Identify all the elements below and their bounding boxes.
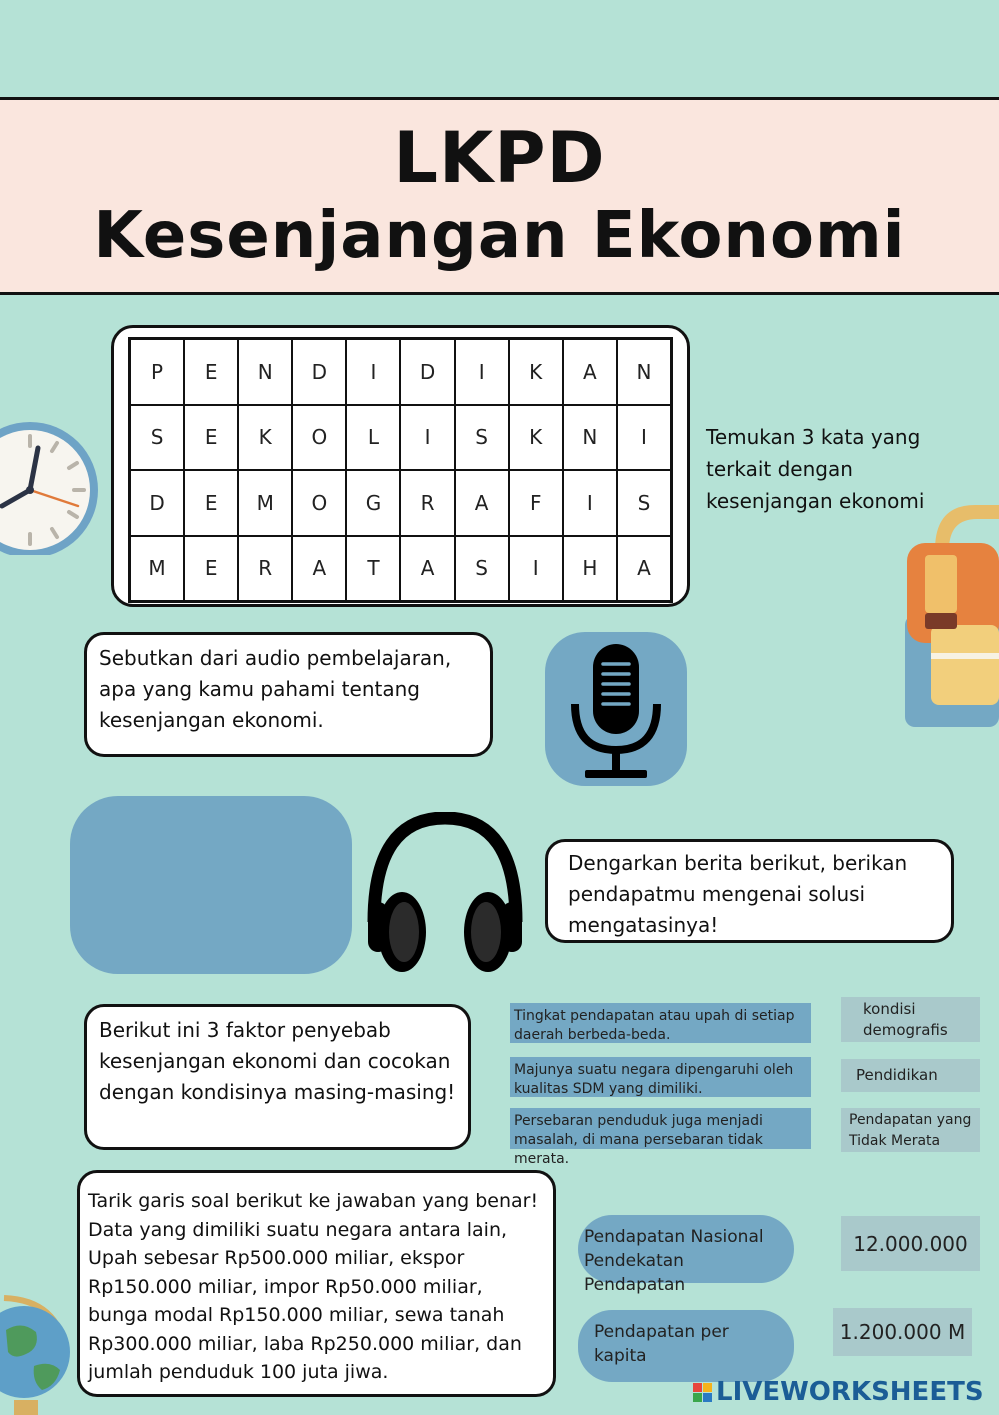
word-search-cell[interactable]: A — [455, 470, 509, 536]
news-task-text: Dengarkan berita berikut, berikan pendapatmu mengenai solusi mengatasinya! — [545, 839, 954, 943]
word-search-cell[interactable]: R — [400, 470, 454, 536]
liveworksheets-wordmark: LIVEWORKSHEETS — [716, 1377, 984, 1407]
clock-icon — [0, 420, 100, 555]
globe-icon — [0, 1290, 75, 1415]
word-search-cell[interactable]: S — [617, 470, 671, 536]
word-search-cell[interactable]: O — [292, 405, 346, 471]
word-search-cell[interactable]: I — [346, 339, 400, 405]
video-player[interactable] — [70, 796, 352, 974]
word-search-cell[interactable]: I — [563, 470, 617, 536]
liveworksheets-mark-icon — [693, 1383, 712, 1402]
title-line-1: LKPD — [393, 117, 606, 199]
word-search-cell[interactable]: K — [509, 405, 563, 471]
word-search-cell[interactable]: A — [563, 339, 617, 405]
word-search-cell[interactable]: K — [238, 405, 292, 471]
word-search-cell[interactable]: N — [563, 405, 617, 471]
calc-answer[interactable]: 12.000.000 — [841, 1216, 980, 1271]
word-search-cell[interactable]: N — [238, 339, 292, 405]
word-search-cell[interactable]: H — [563, 536, 617, 602]
title-banner — [0, 97, 999, 295]
word-search-cell[interactable]: A — [617, 536, 671, 602]
factor-answer[interactable]: kondisi demografis — [841, 997, 980, 1042]
title-line-2: Kesenjangan Ekonomi — [93, 199, 906, 273]
condition-item[interactable]: Majunya suatu negara dipengaruhi oleh kualitas SDM yang dimiliki. — [510, 1057, 811, 1097]
calc-task-text: Tarik garis soal berikut ke jawaban yang benar! Data yang dimiliki suatu negara antara lain, Upah sebesar Rp500.000 miliar, ekspor Rp150.000 miliar, impor Rp50.000 miliar, bunga modal Rp150.000 miliar, sewa tanah Rp300.000 miliar, laba Rp250.000 miliar, dan jumlah penduduk 100 juta jiwa. — [77, 1170, 556, 1397]
word-search-cell[interactable]: P — [130, 339, 184, 405]
word-search-cell[interactable]: I — [455, 339, 509, 405]
word-search-grid — [128, 337, 673, 603]
audio-player-button[interactable] — [545, 632, 687, 786]
condition-item[interactable]: Persebaran penduduk juga menjadi masalah, di mana persebaran tidak merata. — [510, 1108, 811, 1149]
audio-task-text: Sebutkan dari audio pembelajaran, apa yang kamu pahami tentang kesenjangan ekonomi. — [84, 632, 493, 757]
word-search-cell[interactable]: G — [346, 470, 400, 536]
word-search-cell[interactable]: I — [400, 405, 454, 471]
word-search-cell[interactable]: A — [400, 536, 454, 602]
word-search-cell[interactable]: T — [346, 536, 400, 602]
headphones-icon — [360, 812, 530, 977]
condition-item[interactable]: Tingkat pendapatan atau upah di setiap daerah berbeda-beda. — [510, 1003, 811, 1043]
word-search-cell[interactable]: E — [184, 405, 238, 471]
word-search-cell[interactable]: N — [617, 339, 671, 405]
factor-answer[interactable]: Pendidikan — [841, 1059, 980, 1092]
factors-task-text: Berikut ini 3 faktor penyebab kesenjangan ekonomi dan cocokan dengan kondisinya masing-masing! — [84, 1004, 471, 1150]
factor-answer[interactable]: Pendapatan yang Tidak Merata — [841, 1108, 980, 1152]
word-search-cell[interactable]: F — [509, 470, 563, 536]
word-search-cell[interactable]: M — [238, 470, 292, 536]
backpack-icon — [895, 495, 999, 730]
word-search-cell[interactable]: S — [455, 536, 509, 602]
liveworksheets-logo — [693, 1376, 993, 1408]
word-search-cell[interactable]: R — [238, 536, 292, 602]
calc-question[interactable]: Pendapatan per kapita — [578, 1310, 794, 1382]
word-search-cell[interactable]: I — [509, 536, 563, 602]
word-search-cell[interactable]: K — [509, 339, 563, 405]
word-search-cell[interactable]: D — [292, 339, 346, 405]
word-search-cell[interactable]: O — [292, 470, 346, 536]
word-search-cell[interactable]: I — [617, 405, 671, 471]
calc-question[interactable]: Pendapatan Nasional Pendekatan Pendapatan — [578, 1215, 794, 1283]
calc-answer[interactable]: 1.200.000 M — [833, 1308, 972, 1356]
word-search-cell[interactable]: A — [292, 536, 346, 602]
word-search-cell[interactable]: S — [130, 405, 184, 471]
word-search-cell[interactable]: E — [184, 339, 238, 405]
word-search-cell[interactable]: E — [184, 470, 238, 536]
word-search-cell[interactable]: S — [455, 405, 509, 471]
word-search-cell[interactable]: E — [184, 536, 238, 602]
microphone-icon — [545, 632, 687, 786]
word-search-cell[interactable]: L — [346, 405, 400, 471]
word-search-instruction: Temukan 3 kata yang terkait dengan kesenjangan ekonomi — [706, 425, 925, 513]
word-search-cell[interactable]: D — [130, 470, 184, 536]
word-search-cell[interactable]: D — [400, 339, 454, 405]
word-search-cell[interactable]: M — [130, 536, 184, 602]
